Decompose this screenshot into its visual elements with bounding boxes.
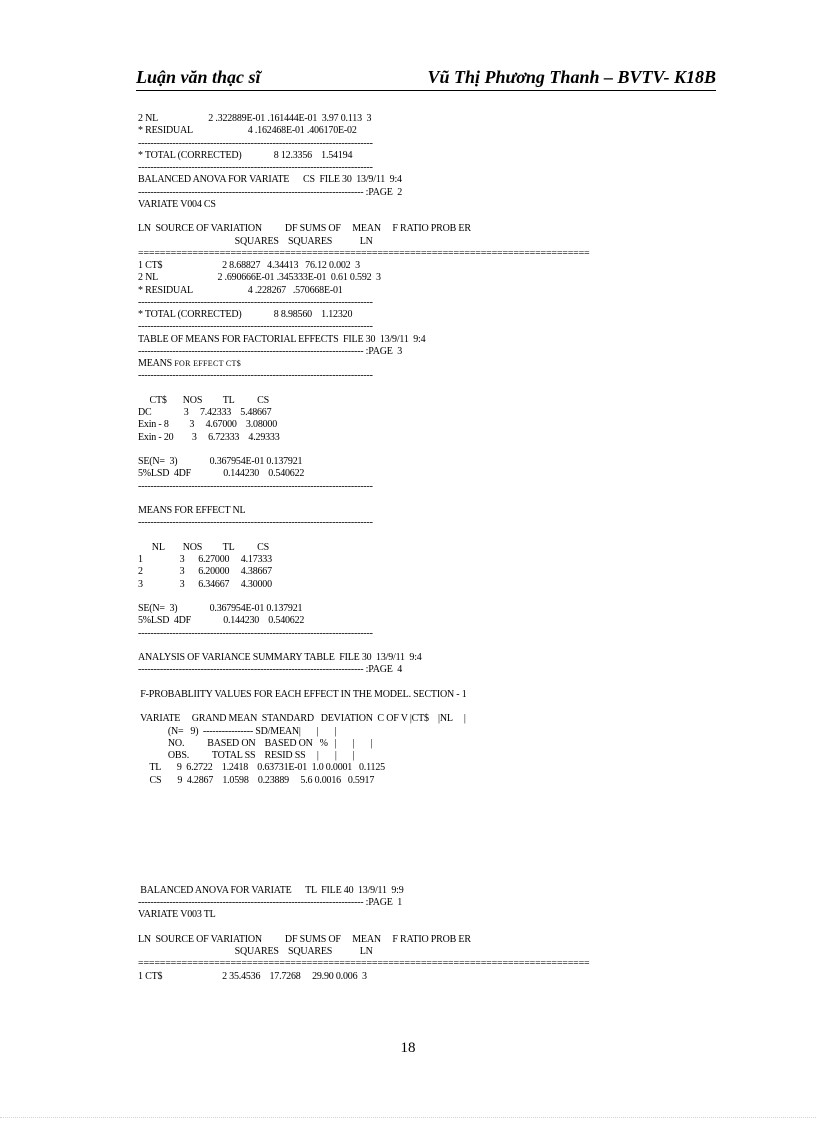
output-line: Exin - 8 3 4.67000 3.08000 bbox=[138, 419, 278, 431]
output-line: * RESIDUAL 4 .162468E-01 .406170E-02 bbox=[138, 125, 357, 137]
output-line: OBS. TOTAL SS RESID SS | | | bbox=[138, 750, 355, 761]
output-line: BALANCED ANOVA FOR VARIATE TL FILE 40 13/9/11 9:9 bbox=[138, 884, 404, 896]
output-line: ANALYSIS OF VARIANCE SUMMARY TABLE FILE 30 13/9/11 9:4 bbox=[138, 652, 422, 663]
output-line: TABLE OF MEANS FOR FACTORIAL EFFECTS FILE 30 13/9/11 9:4 bbox=[138, 333, 426, 345]
output-line: * TOTAL (CORRECTED) 8 12.3356 1.54194 bbox=[138, 149, 353, 161]
output-line: * TOTAL (CORRECTED) 8 8.98560 1.12320 bbox=[138, 309, 353, 320]
output-line: --------------------------------------------------------------------------- bbox=[138, 517, 373, 529]
output-line: MEANS FOR EFFECT NL bbox=[138, 505, 246, 516]
output-line: --------------------------------------------------------------------------- bbox=[138, 480, 373, 492]
output-line: --------------------------------------------------------------------------- bbox=[138, 627, 373, 639]
output-line: SQUARES SQUARES LN bbox=[138, 946, 373, 957]
output-line: --------------------------------------------------------------------------- bbox=[138, 321, 373, 333]
output-line: MEANS FOR EFFECT CT$ bbox=[138, 358, 242, 369]
output-line: 2 NL 2 .690666E-01 .345333E-01 0.61 0.592 3 bbox=[138, 272, 381, 284]
output-line: TL 9 6.2722 1.2418 0.63731E-01 1.0 0.0001 0.1125 bbox=[138, 762, 385, 774]
output-line: (N= 9) ---------------- SD/MEAN| | | bbox=[138, 725, 337, 737]
output-line: SE(N= 3) 0.367954E-01 0.137921 bbox=[138, 603, 303, 614]
output-line: =================================================================================== bbox=[138, 247, 590, 259]
output-line: NL NOS TL CS bbox=[138, 541, 269, 553]
output-line: --------------------------------------------------------------------------- bbox=[138, 370, 373, 382]
output-line: SQUARES SQUARES LN bbox=[138, 235, 373, 247]
output-line: --------------------------------------------------------------------------- bbox=[138, 296, 373, 308]
output-line: F-PROBABLIITY VALUES FOR EACH EFFECT IN THE MODEL. SECTION - 1 bbox=[138, 688, 467, 700]
output-line: ------------------------------------------------------------------------ :PAGE 1 bbox=[138, 897, 403, 908]
output-line: 2 3 6.20000 4.38667 bbox=[138, 566, 272, 578]
output-line: LN SOURCE OF VARIATION DF SUMS OF MEAN F RATIO PROB ER bbox=[138, 223, 471, 235]
page-header bbox=[136, 66, 716, 91]
output-line: 2 NL 2 .322889E-01 .161444E-01 3.97 0.113 3 bbox=[138, 113, 372, 124]
output-line: --------------------------------------------------------------------------- bbox=[138, 137, 373, 149]
output-line: DC 3 7.42333 5.48667 bbox=[138, 407, 272, 418]
output-line: 5%LSD 4DF 0.144230 0.540622 bbox=[138, 615, 305, 627]
output-line: ------------------------------------------------------------------------ :PAGE 4 bbox=[138, 664, 403, 676]
output-line: NO. BASED ON BASED ON % | | | bbox=[138, 737, 373, 749]
header-thesis-label: Luận văn thạc sĩ bbox=[136, 67, 261, 87]
output-line: CS 9 4.2867 1.0598 0.23889 5.6 0.0016 0.5917 bbox=[138, 774, 375, 786]
page-number: 18 bbox=[400, 1040, 416, 1056]
output-line: 3 3 6.34667 4.30000 bbox=[138, 578, 272, 590]
output-line: * RESIDUAL 4 .228267 .570668E-01 bbox=[138, 284, 343, 296]
output-line: Exin - 20 3 6.72333 4.29333 bbox=[138, 431, 280, 443]
page-bottom-divider bbox=[0, 1117, 816, 1118]
output-line: VARIATE V003 TL bbox=[138, 909, 216, 921]
output-line: SE(N= 3) 0.367954E-01 0.137921 bbox=[138, 456, 303, 467]
output-line: VARIATE GRAND MEAN STANDARD DEVIATION C OF V |CT$ |NL | bbox=[138, 713, 466, 725]
output-line: BALANCED ANOVA FOR VARIATE CS FILE 30 13/9/11 9:4 bbox=[138, 174, 402, 186]
output-line: LN SOURCE OF VARIATION DF SUMS OF MEAN F RATIO PROB ER bbox=[138, 933, 471, 945]
output-line: ------------------------------------------------------------------------ :PAGE 2 bbox=[138, 186, 403, 198]
output-line: ------------------------------------------------------------------------ :PAGE 3 bbox=[138, 345, 403, 357]
output-line: 1 3 6.27000 4.17333 bbox=[138, 554, 272, 565]
output-line: VARIATE V004 CS bbox=[138, 198, 216, 210]
output-line: --------------------------------------------------------------------------- bbox=[138, 162, 373, 173]
output-line: 1 CT$ 2 35.4536 17.7268 29.90 0.006 3 bbox=[138, 970, 367, 982]
output-line: 1 CT$ 2 8.68827 4.34413 76.12 0.002 3 bbox=[138, 260, 360, 271]
output-line: =================================================================================== bbox=[138, 958, 590, 970]
output-line: 5%LSD 4DF 0.144230 0.540622 bbox=[138, 468, 305, 480]
header-author: Vũ Thị Phương Thanh – BVTV- K18B bbox=[427, 67, 716, 87]
output-line: CT$ NOS TL CS bbox=[138, 394, 269, 406]
